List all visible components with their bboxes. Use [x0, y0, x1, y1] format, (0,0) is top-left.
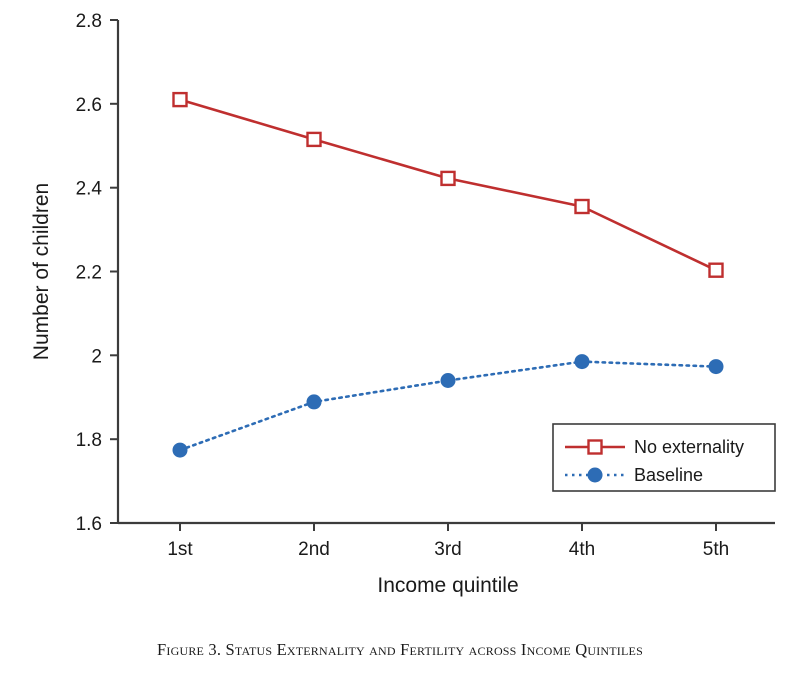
data-point-marker — [710, 264, 723, 277]
y-axis-title: Number of children — [30, 182, 53, 361]
series-no-externality — [174, 93, 723, 277]
y-axis-ticks — [76, 11, 118, 535]
legend-label: Baseline — [634, 465, 704, 485]
figure-caption-text: Status Externality and Fertility across Income Quintiles — [225, 640, 643, 659]
figure-caption-label: Figure 3. — [157, 640, 222, 659]
legend-item-no-externality — [565, 437, 744, 457]
legend-marker-swatch — [588, 468, 603, 483]
y-tick-label: 2.4 — [75, 178, 102, 200]
data-point-marker — [174, 93, 187, 106]
x-axis-ticks — [167, 523, 729, 560]
chart-legend — [553, 424, 775, 491]
data-point-marker — [575, 354, 590, 369]
data-point-marker — [307, 394, 322, 409]
data-point-marker — [576, 200, 589, 213]
y-tick-label: 2 — [91, 346, 102, 368]
data-point-marker — [442, 172, 455, 185]
x-tick-label: 1st — [167, 539, 193, 560]
x-tick-label: 4th — [568, 539, 596, 560]
data-point-marker — [308, 133, 321, 146]
y-tick-label: 2.2 — [75, 262, 102, 284]
x-tick-label: 2nd — [298, 539, 330, 560]
legend-label: No externality — [634, 437, 745, 457]
data-point-marker — [709, 359, 724, 374]
data-point-marker — [173, 443, 188, 458]
y-tick-label: 2.8 — [75, 11, 102, 32]
y-tick-label: 1.6 — [75, 514, 102, 535]
x-axis-title: Income quintile — [377, 574, 519, 597]
figure-caption — [0, 640, 800, 660]
legend-marker-swatch — [589, 441, 602, 454]
x-tick-label: 3rd — [434, 539, 462, 560]
y-tick-label: 2.6 — [75, 94, 102, 116]
data-point-marker — [441, 373, 456, 388]
y-tick-label: 1.8 — [75, 430, 102, 452]
x-tick-label: 5th — [702, 539, 730, 560]
